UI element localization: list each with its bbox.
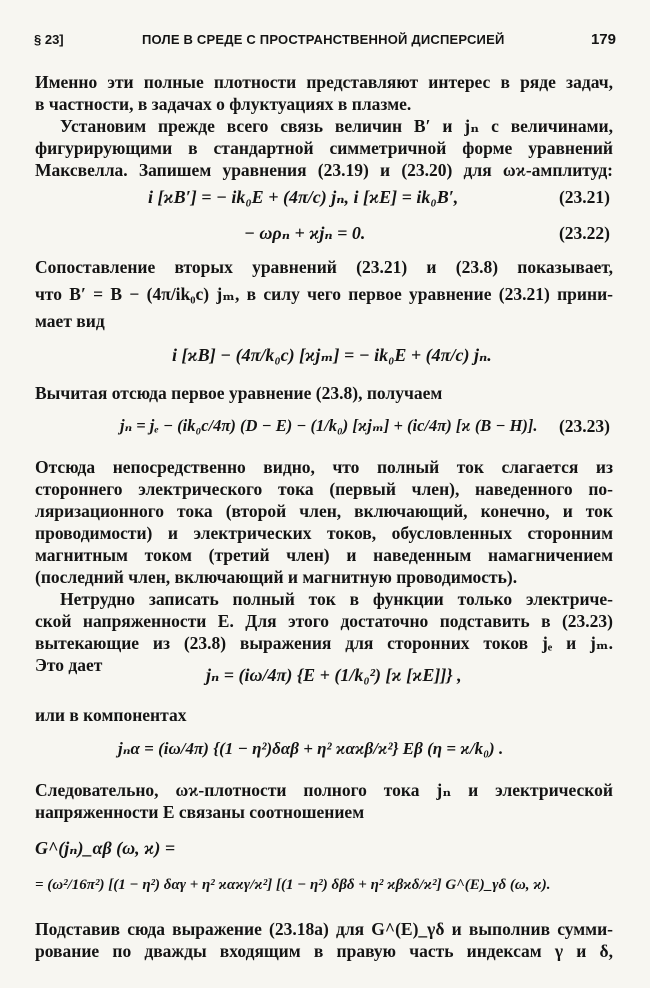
- text-line: ской напряженности E. Для этого достаточно подставить в (23.23): [35, 611, 613, 631]
- equation-number: (23.23): [558, 416, 610, 436]
- equation-number: (23.22): [558, 223, 610, 243]
- text-line: Вычитая отсюда первое уравнение (23.8), получаем: [35, 383, 443, 403]
- text-line: мает вид: [35, 311, 105, 331]
- running-header: [34, 28, 616, 54]
- text-line: напряженности E связаны соотношением: [35, 802, 365, 822]
- text-line: или в компонентах: [35, 705, 187, 725]
- equation: = (ω²/16π²) [(1 − η²) δαγ + η² ϰαϰγ/ϰ²] [(1 − η²) δβδ + η² ϰβϰδ/ϰ²] G^(E)_γδ (ω, ϰ).: [35, 877, 551, 893]
- text-line: проводимости) и электрических токов, обусловленных сторонним: [35, 523, 613, 543]
- text-line: рование по дважды входящим в правую часть индексам γ и δ,: [35, 941, 613, 961]
- text-line: Сопоставление вторых уравнений (23.21) и (23.8) показывает,: [35, 257, 613, 277]
- text-line: ляризационного тока (второй член, включающий, конечно, и ток: [35, 501, 613, 521]
- running-title: ПОЛЕ В СРЕДЕ С ПРОСТРАНСТВЕННОЙ ДИСПЕРСИЕЙ: [142, 32, 505, 47]
- equation: jₙ = jₑ − (ik₀c/4π) (D − E) − (1/k₀) [ϰjₘ] + (ic/4π) [ϰ (B − H)].: [120, 416, 538, 435]
- text-line: Именно эти полные плотности представляют интерес в ряде задач,: [35, 72, 613, 92]
- equation: jₙα = (iω/4π) {(1 − η²)δαβ + η² ϰαϰβ/ϰ²} Eβ (η = ϰ/k₀) .: [118, 739, 504, 758]
- text-line: Установим прежде всего связь величин B′ и jₙ с величинами,: [60, 116, 613, 136]
- equation: jₙ = (iω/4π) {E + (1/k₀²) [ϰ [ϰE]]} ,: [206, 665, 462, 685]
- equation: G^(jₙ)_αβ (ω, ϰ) =: [35, 838, 176, 858]
- text-line: Подставив сюда выражение (23.18а) для G^(E)_γδ и выполнив сумми-: [35, 919, 613, 939]
- text-line: Это дает: [35, 655, 103, 675]
- text-line: фигурирующими в стандартной симметричной форме уравнений: [35, 138, 613, 158]
- text-line: что B′ = B − (4π/ik₀c) jₘ, в силу чего первое уравнение (23.21) прини-: [35, 284, 613, 304]
- equation: − ωρₙ + ϰjₙ = 0.: [244, 223, 366, 243]
- text-line: вытекающие из (23.8) выражения для сторонних токов jₑ и jₘ.: [35, 633, 613, 653]
- text-line: Отсюда непосредственно видно, что полный ток слагается из: [35, 457, 613, 477]
- equation-number: (23.21): [558, 187, 610, 207]
- equation: i [ϰB′] = − ik₀E + (4π/c) jₙ, i [ϰE] = ik₀B′,: [148, 187, 459, 207]
- text-line: магнитным током (третий член) и наведенным намагничением: [35, 545, 613, 565]
- equation: i [ϰB] − (4π/k₀c) [ϰjₘ] = − ik₀E + (4π/c) jₙ.: [172, 345, 492, 365]
- text-line: Максвелла. Запишем уравнения (23.19) и (23.20) для ωϰ-амплитуд:: [35, 160, 613, 180]
- text-line: Следовательно, ωϰ-плотности полного тока jₙ и электрической: [35, 780, 613, 800]
- section-marker: § 23]: [34, 32, 64, 47]
- text-line: стороннего электрического тока (первый член), наведенного по-: [35, 479, 613, 499]
- text-line: (последний член, включающий и магнитную проводимость).: [35, 567, 518, 587]
- text-line: Нетрудно записать полный ток в функции только электриче-: [60, 589, 613, 609]
- text-line: в частности, в задачах о флуктуациях в плазме.: [35, 94, 412, 114]
- page-number: 179: [590, 31, 616, 48]
